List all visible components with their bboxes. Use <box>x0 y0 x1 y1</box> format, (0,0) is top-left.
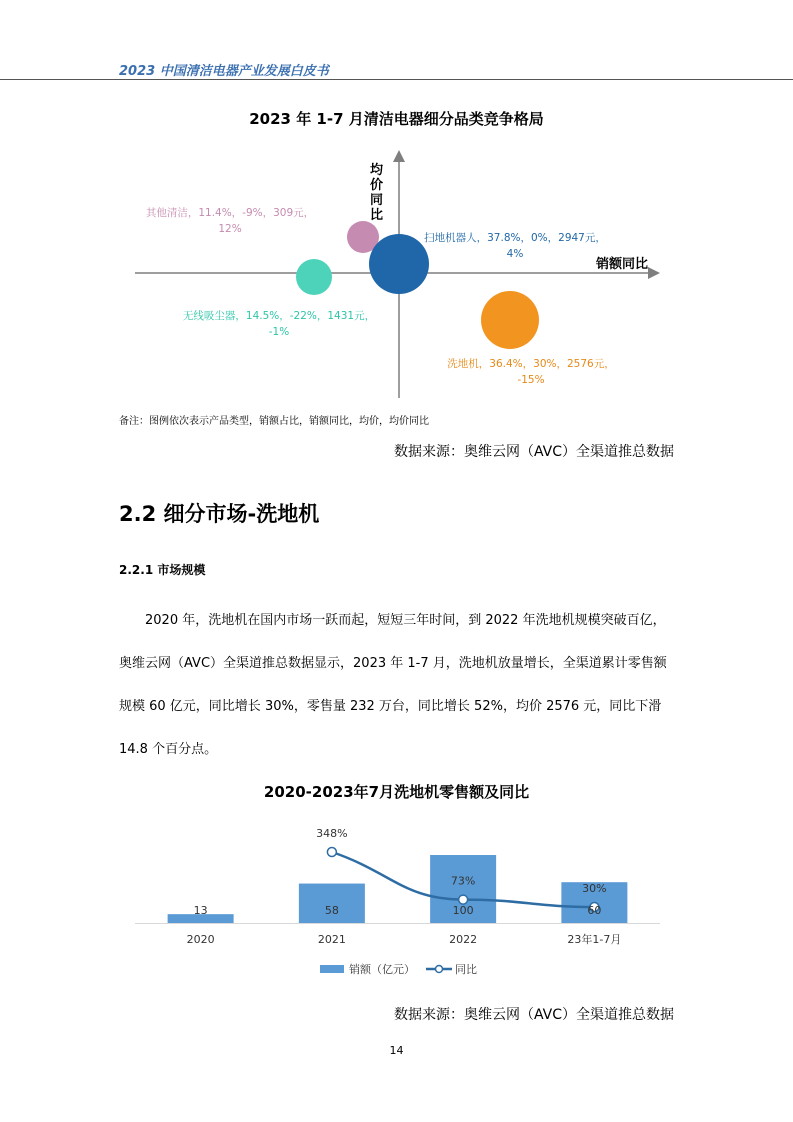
bar-value-label: 58 <box>324 904 339 917</box>
x-tick-label: 2021 <box>317 933 346 946</box>
legend-line-marker <box>436 966 443 973</box>
data-source: 数据来源：奥维云网（AVC）全渠道推总数据 <box>393 444 674 460</box>
yoy-marker <box>459 895 468 904</box>
document-title: 2023 中国清洁电器产业发展白皮书 <box>119 64 329 79</box>
bubble-label-line: 4% <box>506 248 524 260</box>
yoy-label: 30% <box>582 882 607 895</box>
paragraph-text: 2020 年，洗地机在国内市场一跃而起，短短三年时间，到 2022 年洗地机规模突破百亿，奥维云网（AVC）全渠道推总数据显示，2023 年 1-7 月，洗地机放量增长，全渠道累计零售额规模 60 亿元，同比增长 30%，零售量 232 万台，同比增长 52%，均价 2576 元，同比下滑 14.8 个百分点。 <box>119 613 667 757</box>
subsection-title: 2.2.1 市场规模 <box>119 563 206 577</box>
legend-line-label: 同比 <box>455 963 477 976</box>
bubble-label-line: 扫地机器人，37.8%，0%，2947元， <box>424 232 606 244</box>
x-tick-label: 2022 <box>449 933 478 946</box>
data-source-2: 数据来源：奥维云网（AVC）全渠道推总数据 <box>393 1007 674 1023</box>
bubble-label-line: 无线吸尘器，14.5%，-22%，1431元， <box>182 310 376 322</box>
yoy-label: 348% <box>316 827 348 840</box>
section-title: 2.2 细分市场-洗地机 <box>119 502 320 526</box>
bar-value-label: 60 <box>587 904 602 917</box>
bubble-label-line: 洗地机，36.4%，30%，2576元， <box>447 358 615 370</box>
x-tick-label: 23年1-7月 <box>567 933 622 946</box>
legend-bar-swatch <box>320 965 344 973</box>
x-tick-label: 2020 <box>186 933 215 946</box>
chart-note: 备注：图例依次表示产品类型，销额占比，销额同比，均价，均价同比 <box>119 416 429 427</box>
bar-value-label: 100 <box>452 904 474 917</box>
yoy-label: 73% <box>450 874 476 888</box>
bubble-chart-title: 2023 年 1-7 月清洁电器细分品类竞争格局 <box>249 110 544 128</box>
bubble-label-line: 其他清洁，11.4%，-9%，309元， <box>145 207 315 219</box>
legend-bar-label: 销额（亿元） <box>349 963 415 976</box>
bubble-label-line: -1% <box>268 326 290 338</box>
yoy-marker <box>327 848 336 857</box>
bar-chart-title: 2020-2023年7月洗地机零售额及同比 <box>263 783 530 801</box>
bubble-label-line: -15% <box>517 374 545 386</box>
bubble-label-line: 12% <box>218 223 242 235</box>
bar-value-label: 13 <box>193 904 208 917</box>
x-axis-label: 销额同比 <box>596 257 649 272</box>
y-axis-label: 均价同比 <box>370 163 384 223</box>
page-number: 14 <box>389 1044 404 1057</box>
